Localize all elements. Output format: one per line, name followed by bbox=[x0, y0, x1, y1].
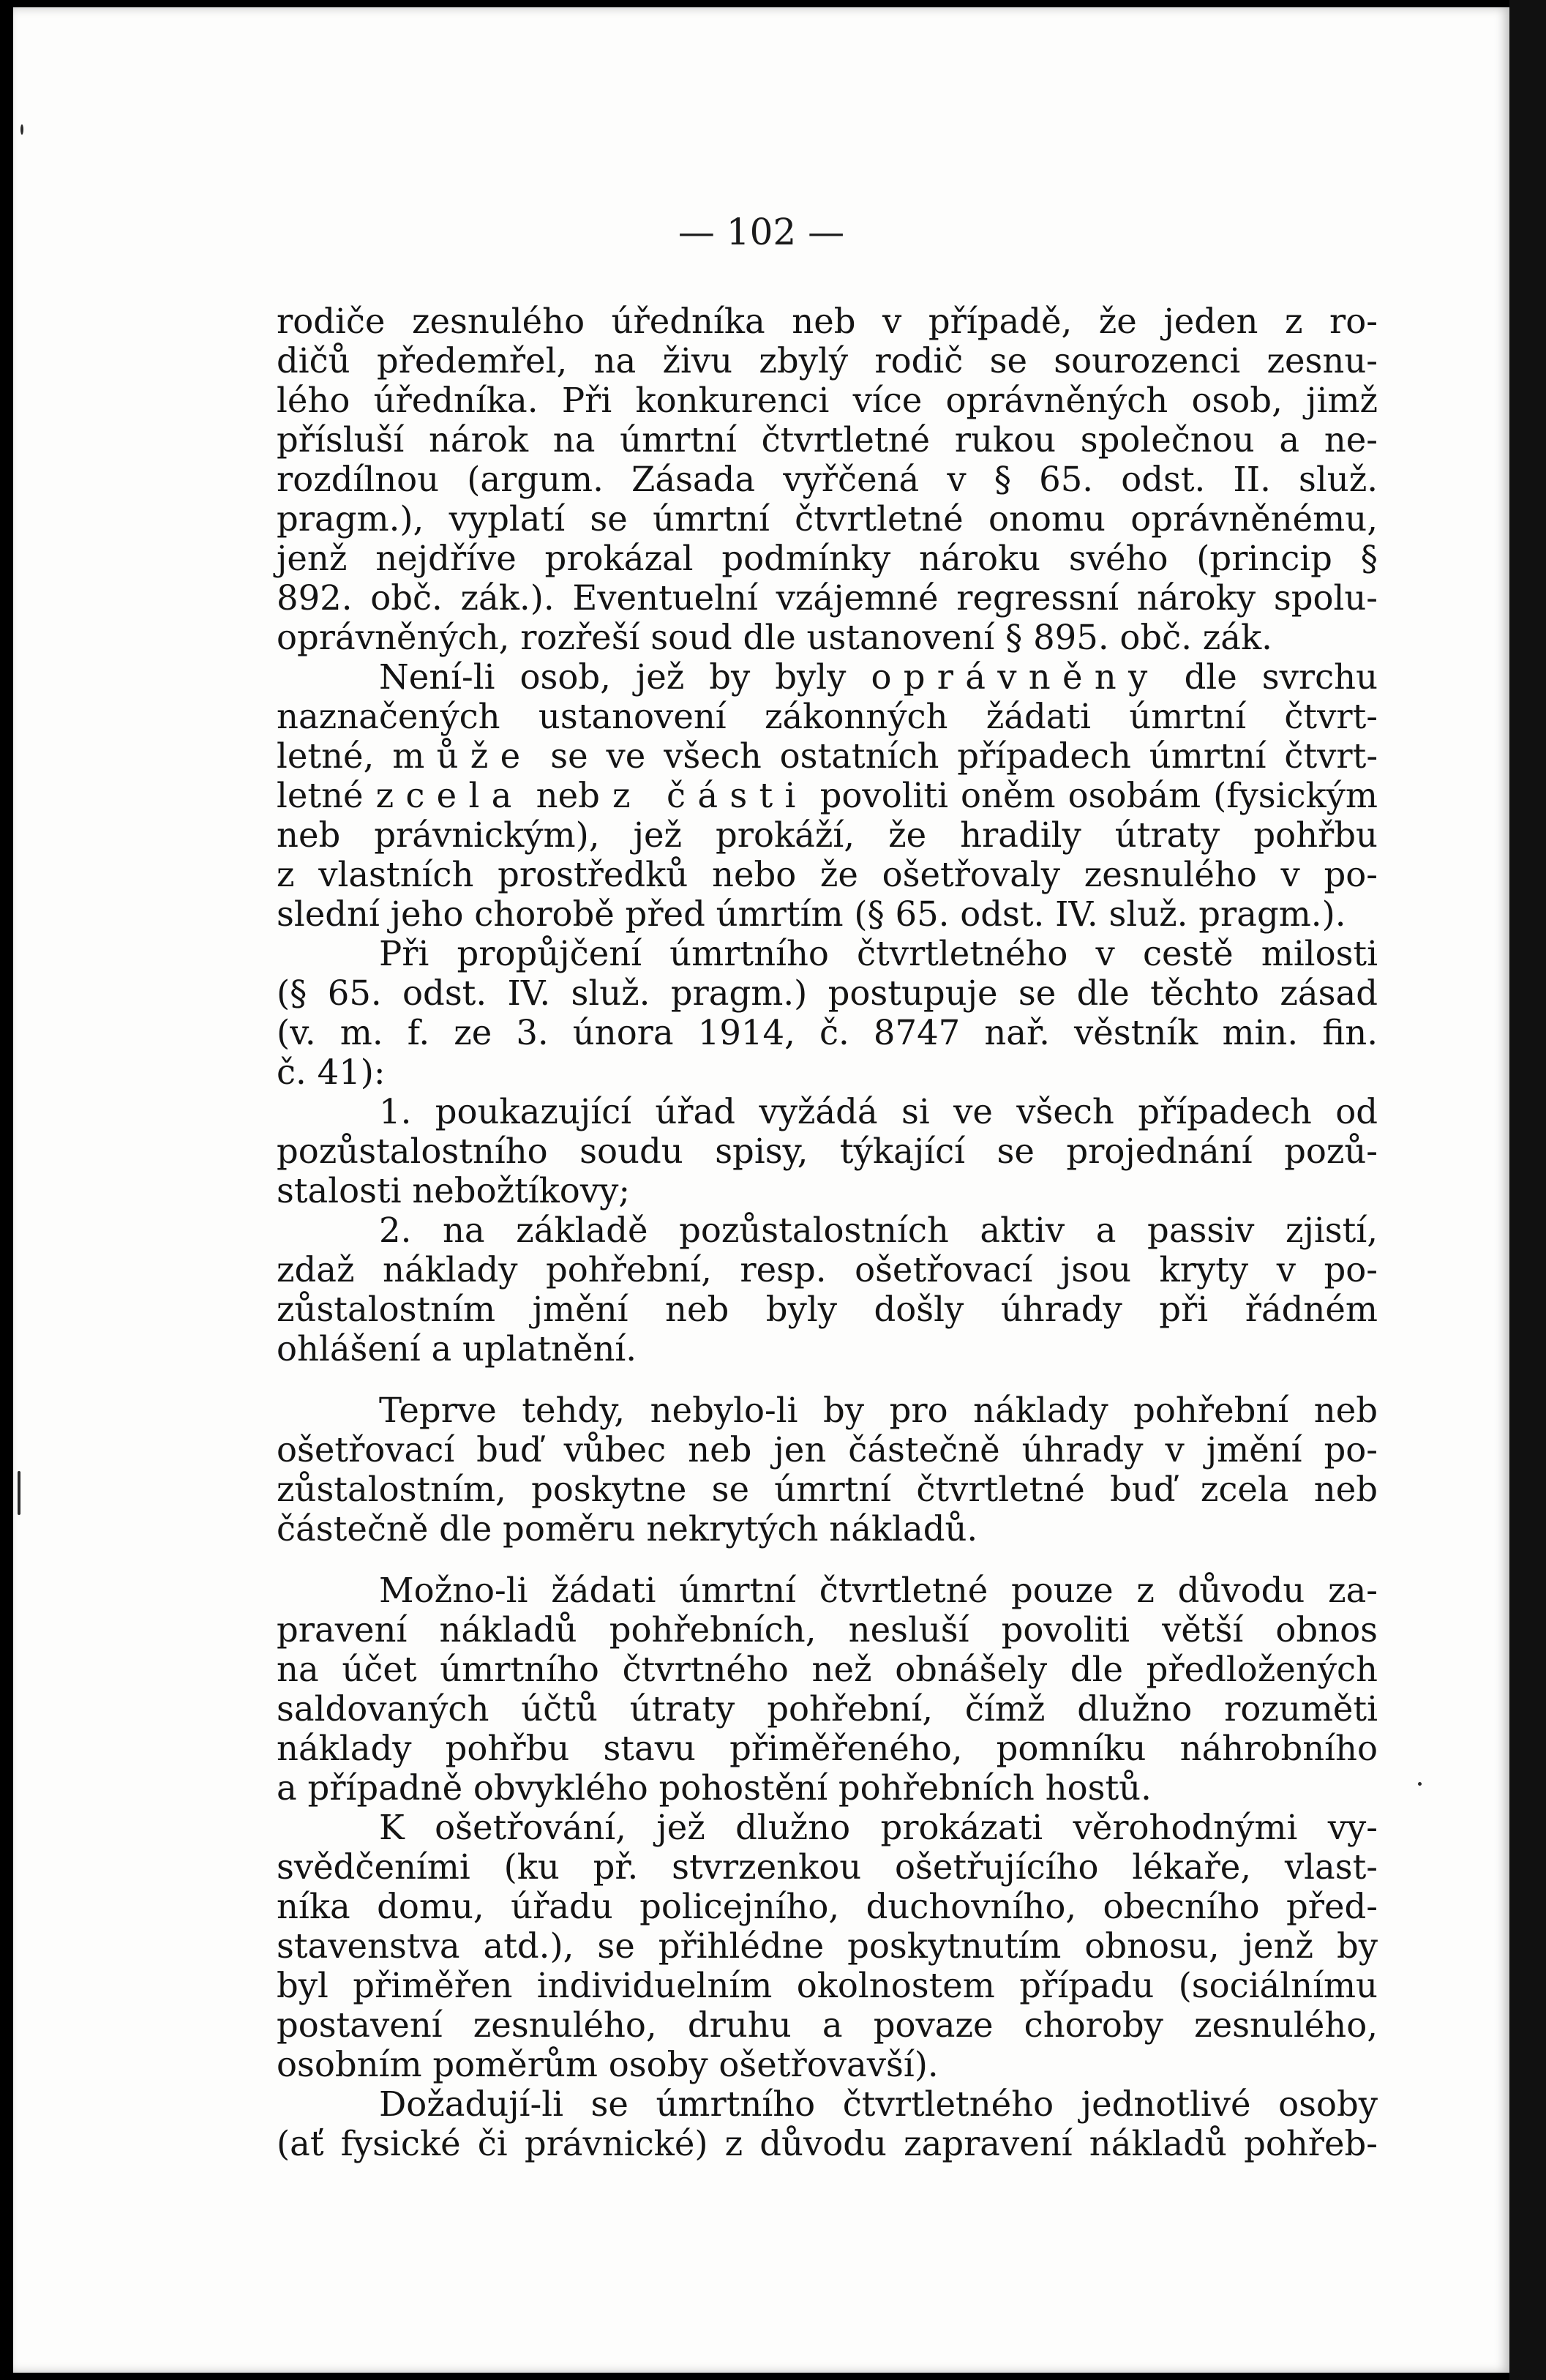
text-line: K ošetřování, jež dlužno prokázati věrohodnými vy- bbox=[379, 1808, 1378, 1847]
text-line: jenž nejdříve prokázal podmínky nároku svého (princip § bbox=[277, 539, 1378, 578]
text-line: zdaž náklady pohřební, resp. ošetřovací jsou kryty v po- bbox=[277, 1250, 1378, 1290]
paragraph-5 bbox=[277, 1571, 1378, 1808]
text-line: neb právnickým), jež prokáží, že hradily útraty pohřbu bbox=[277, 815, 1378, 855]
paragraph-4 bbox=[277, 1391, 1378, 1549]
body-text bbox=[277, 302, 1378, 2163]
text-line: ohlášení a uplatnění. bbox=[277, 1329, 637, 1369]
page-number: — 102 — bbox=[678, 211, 845, 253]
text-line: 1. poukazující úřad vyžádá si ve všech případech od bbox=[379, 1092, 1378, 1131]
text-line: lého úředníka. Při konkurenci více oprávněných osob, jimž bbox=[277, 381, 1378, 420]
text-line: Dožadují-li se úmrtního čtvrtletného jednotlivé osoby bbox=[379, 2084, 1378, 2124]
paragraph-7 bbox=[277, 2084, 1378, 2163]
text-line: saldovaných účtů útraty pohřební, čímž dlužno rozuměti bbox=[277, 1689, 1378, 1729]
text-fragment: letné bbox=[277, 776, 364, 815]
text-line: slední jeho chorobě před úmrtím (§ 65. odst. IV. služ. pragm.). bbox=[277, 894, 1346, 934]
text-line: níka domu, úřadu policejního, duchovního, obecního před- bbox=[277, 1887, 1378, 1926]
text-line: rodiče zesnulého úředníka neb v případě, že jeden z ro- bbox=[277, 302, 1378, 341]
text-line: dičů předemřel, na živu zbylý rodič se sourozenci zesnu- bbox=[277, 341, 1378, 381]
text-line: rozdílnou (argum. Zásada vyřčená v § 65. odst. II. služ. bbox=[277, 460, 1378, 499]
paragraph-6 bbox=[277, 1808, 1378, 2084]
text-line: na účet úmrtního čtvrtného než obnášely dle předložených bbox=[277, 1650, 1378, 1689]
paragraph-3 bbox=[277, 934, 1378, 1092]
text-line bbox=[277, 736, 1378, 776]
emphasized-text: může bbox=[392, 736, 533, 776]
text-line: svědčeními (ku př. stvrzenkou ošetřujícího lékaře, vlast- bbox=[277, 1847, 1378, 1887]
text-line: z vlastních prostředků nebo že ošetřovaly zesnulého v po- bbox=[277, 855, 1378, 894]
text-line: stavenstva atd.), se přihlédne poskytnutím obnosu, jenž by bbox=[277, 1926, 1378, 1966]
text-line: (v. m. f. ze 3. února 1914, č. 8747 nař. věstník min. fin. bbox=[277, 1013, 1378, 1052]
text-fragment: se ve všech ostatních případech úmrtní čtvrt- bbox=[550, 736, 1378, 776]
text-line: zůstalostním jmění neb byly došly úhrady při řádném bbox=[277, 1290, 1378, 1329]
text-line: pravení nákladů pohřebních, nesluší povoliti větší obnos bbox=[277, 1610, 1378, 1650]
list-item-1 bbox=[277, 1092, 1378, 1210]
text-line: 2. na základě pozůstalostních aktiv a passiv zjistí, bbox=[379, 1210, 1378, 1250]
paper-speck bbox=[18, 1471, 20, 1515]
text-line: oprávněných, rozřeší soud dle ustanovení § 895. obč. zák. bbox=[277, 618, 1272, 657]
text-line: Při propůjčení úmrtního čtvrtletného v cestě milosti bbox=[379, 934, 1378, 973]
text-fragment: Není-li osob, jež by byly bbox=[379, 657, 847, 697]
text-line: č. 41): bbox=[277, 1052, 386, 1092]
text-line: naznačených ustanovení zákonných žádati úmrtní čtvrt- bbox=[277, 697, 1378, 736]
text-line: (§ 65. odst. IV. služ. pragm.) postupuje se dle těchto zásad bbox=[277, 973, 1378, 1013]
scan-edge bbox=[1509, 0, 1546, 2380]
emphasized-text: oprávněny bbox=[871, 657, 1160, 697]
text-line: 892. obč. zák.). Eventuelní vzájemné regressní nároky spolu- bbox=[277, 578, 1378, 618]
text-line: částečně dle poměru nekrytých nákladů. bbox=[277, 1509, 978, 1549]
text-line bbox=[277, 776, 1378, 815]
text-fragment: dle svrchu bbox=[1184, 657, 1378, 697]
text-line: Teprve tehdy, nebylo-li by pro náklady pohřební neb bbox=[379, 1391, 1378, 1430]
text-line: postavení zesnulého, druhu a povaze choroby zesnulého, bbox=[277, 2005, 1378, 2045]
emphasized-text: zcela bbox=[375, 776, 524, 815]
text-line bbox=[277, 657, 1378, 697]
list-item-2 bbox=[277, 1210, 1378, 1369]
text-line: byl přiměřen individuelním okolnostem případu (sociálnímu bbox=[277, 1966, 1378, 2005]
paragraph-2 bbox=[277, 657, 1378, 934]
paper-speck bbox=[20, 124, 23, 135]
text-line: přísluší nárok na úmrtní čtvrtletné rukou společnou a ne- bbox=[277, 420, 1378, 460]
text-line: zůstalostním, poskytne se úmrtní čtvrtletné buď zcela neb bbox=[277, 1470, 1378, 1509]
paragraph-1 bbox=[277, 302, 1378, 657]
paper-speck bbox=[1418, 1782, 1422, 1786]
book-page bbox=[13, 7, 1509, 2373]
text-line: stalosti nebožtíkovy; bbox=[277, 1171, 631, 1210]
text-line: pragm.), vyplatí se úmrtní čtvrtletné onomu oprávněnému, bbox=[277, 499, 1378, 539]
text-line: pozůstalostního soudu spisy, týkající se projednání pozů- bbox=[277, 1131, 1378, 1171]
text-line: Možno-li žádati úmrtní čtvrtletné pouze z důvodu za- bbox=[379, 1571, 1378, 1610]
emphasized-text: z části bbox=[612, 776, 808, 815]
text-line: a případně obvyklého pohostění pohřebních hostů. bbox=[277, 1768, 1152, 1808]
text-line: ošetřovací buď vůbec neb jen částečně úhrady v jmění po- bbox=[277, 1430, 1378, 1470]
text-fragment: neb bbox=[536, 776, 600, 815]
text-fragment: povoliti oněm osobám (fysickým bbox=[819, 776, 1378, 815]
text-line: osobním poměrům osoby ošetřovavší). bbox=[277, 2045, 939, 2084]
text-line: (ať fysické či právnické) z důvodu zapravení nákladů pohřeb- bbox=[277, 2124, 1378, 2163]
text-line: náklady pohřbu stavu přiměřeného, pomníku náhrobního bbox=[277, 1729, 1378, 1768]
text-fragment: letné, bbox=[277, 736, 375, 776]
